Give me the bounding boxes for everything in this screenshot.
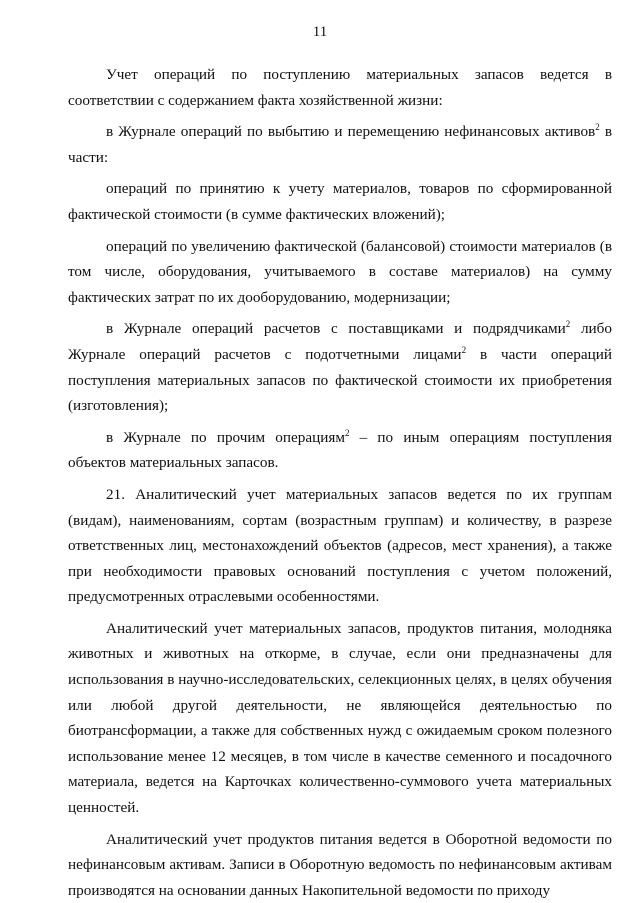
footnote-ref-2: 2	[461, 344, 467, 355]
paragraph-2-tail: в части:	[68, 123, 612, 166]
paragraph-8: Аналитический учет материальных запасов, продуктов питания, молодняка животных и животных на откорме, в случае, если они предназначены для использования в научно-исследовательских, селекционных целях, в целях обучения или любой другой деятельности, не являющейся деятельностью по биотрансформации, а также для собственных нужд с ожидаемым сроком полезного использование менее 12 месяцев, в том числе в качестве семенного и посадочного материала, ведется на Карточках количественно-суммового учета материальных ценностей.	[68, 619, 612, 817]
page-number: 11	[312, 24, 328, 40]
body-text	[68, 62, 612, 903]
paragraph-2	[68, 119, 612, 170]
paragraph-2-text: в Журнале операций по выбытию и перемещению нефинансовых активов	[106, 123, 596, 141]
paragraph-3: операций по принятию к учету материалов, товаров по сформированной фактической стоимости (в сумме фактических вложений);	[68, 180, 612, 223]
paragraph-5-tail: либо Журнале операций расчетов с подотчетными лицами	[68, 320, 613, 363]
paragraph-9: Аналитический учет продуктов питания ведется в Оборотной ведомости по нефинансовым активам. Записи в Оборотную ведомость по нефинансовым активам производятся на основании данных Накопительной ведомости по приходу	[68, 830, 612, 899]
paragraph-6-tail: – по иным операциям поступления объектов материальных запасов.	[68, 428, 612, 472]
paragraph-6-text: в Журнале по прочим операциям	[106, 428, 345, 446]
paragraph-5-text: в Журнале операций расчетов с поставщиками и подрядчиками	[106, 320, 566, 338]
footnote-ref: 2	[344, 427, 350, 438]
paragraph-5	[68, 316, 612, 418]
paragraph-6	[68, 425, 612, 476]
paragraph-4: операций по увеличению фактической (балансовой) стоимости материалов (в том числе, оборудования, учитываемого в составе материалов) на сумму фактических затрат по их дооборудованию, модернизации;	[68, 237, 612, 306]
paragraph-7: 21. Аналитический учет материальных запасов ведется по их группам (видам), наименованиям, сортам (возрастным группам) и количеству, в разрезе ответственных лиц, местонахождений объектов (адресов, мест хранения), а также при необходимости правовых оснований поступления с учетом положений, предусмотренных отраслевыми особенностями.	[68, 485, 612, 606]
paragraph-1: Учет операций по поступлению материальных запасов ведется в соответствии с содержанием факта хозяйственной жизни:	[68, 66, 612, 109]
footnote-ref: 2	[565, 319, 571, 330]
paragraph-5-tail-2: в части операций поступления материальных запасов по фактической стоимости их приобретения (изготовления);	[68, 345, 612, 415]
footnote-ref: 2	[595, 122, 600, 133]
